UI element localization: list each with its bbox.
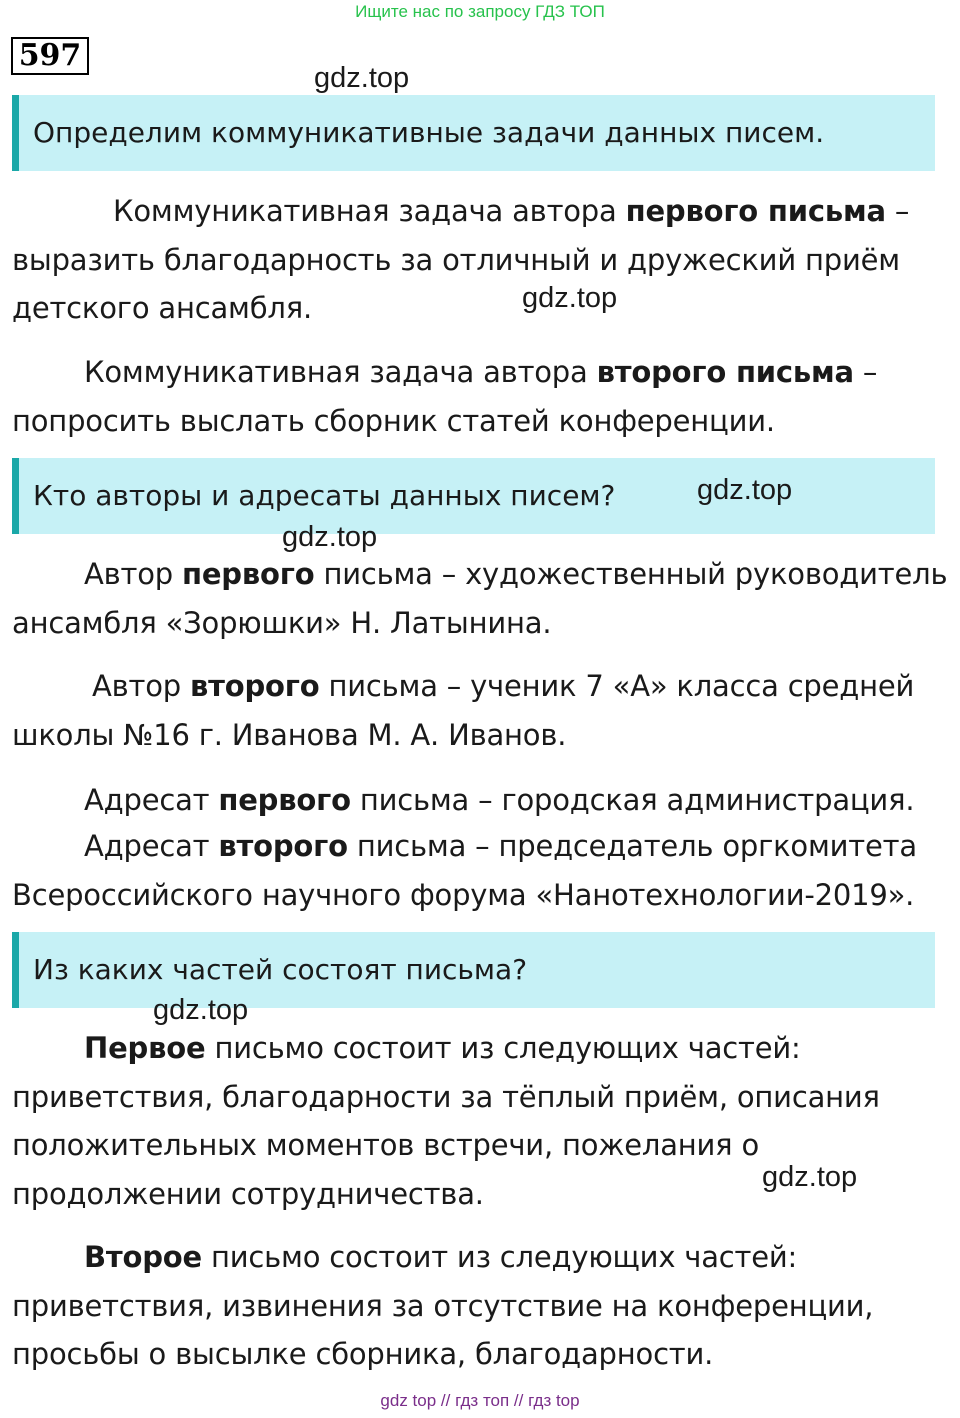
watermark: gdz.top — [762, 1161, 858, 1193]
emphasis: второго — [218, 829, 348, 863]
question-bar-2 — [12, 458, 935, 534]
text: Автор — [84, 557, 182, 591]
watermark: gdz.top — [314, 62, 410, 94]
question-bar-1 — [12, 95, 935, 171]
footer-links[interactable]: gdz top // гдз топ // гдз top — [380, 1391, 580, 1410]
question-text-1: Определим коммуникативные задачи данных писем. — [33, 116, 825, 149]
text-line: просьбы о высылке сборника, благодарности. — [12, 1337, 714, 1371]
text: письма – городская администрация. — [350, 783, 915, 817]
watermark: gdz.top — [282, 521, 378, 553]
text: письмо состоит из следующих частей: — [205, 1031, 801, 1065]
text: – — [853, 355, 878, 389]
text: письма – художественный руководитель — [314, 557, 948, 591]
emphasis: второго — [190, 669, 320, 703]
exercise-number: 597 — [11, 37, 89, 75]
answer-paragraph-5 — [12, 776, 952, 825]
emphasis: первого — [182, 557, 315, 591]
search-hint-banner: Ищите нас по запросу ГДЗ ТОП — [355, 2, 605, 21]
text-line: попросить выслать сборник статей конференции. — [12, 403, 775, 438]
text: Коммуникативная задача автора — [113, 194, 626, 228]
answer-paragraph-1 — [12, 187, 952, 333]
text-line: приветствия, извинения за отсутствие на конференции, — [12, 1288, 874, 1323]
text-line: приветствия, благодарности за тёплый приём, описания — [12, 1079, 880, 1114]
text-line: Всероссийского научного форума «Нанотехнологии-2019». — [12, 877, 915, 912]
question-bar-3 — [12, 932, 935, 1008]
text: Автор — [92, 669, 190, 703]
text: – — [885, 194, 910, 228]
text: Адресат — [84, 829, 219, 863]
text-line: детского ансамбля. — [12, 291, 312, 325]
text-line: выразить благодарность за отличный и дружеский приём — [12, 242, 900, 277]
answer-paragraph-4 — [12, 662, 952, 759]
answer-paragraph-2 — [12, 348, 952, 445]
text-line: продолжении сотрудничества. — [12, 1176, 484, 1211]
text-line: ансамбля «Зорюшки» Н. Латынина. — [12, 605, 552, 640]
emphasis: первого — [218, 783, 351, 817]
text-line: школы №16 г. Иванова М. А. Иванов. — [12, 717, 567, 752]
question-text-3: Из каких частей состоят письма? — [33, 953, 528, 986]
answer-paragraph-8 — [12, 1233, 952, 1379]
text: Адресат — [84, 783, 219, 817]
question-text-2: Кто авторы и адресаты данных писем? — [33, 479, 616, 512]
watermark: gdz.top — [153, 994, 249, 1026]
emphasis: Первое — [84, 1031, 206, 1065]
text-line: положительных моментов встречи, пожелания о — [12, 1128, 759, 1162]
answer-paragraph-6 — [12, 822, 952, 919]
emphasis: первого письма — [625, 194, 886, 228]
emphasis: второго письма — [596, 355, 854, 389]
emphasis: Второе — [84, 1240, 202, 1274]
answer-paragraph-3 — [12, 550, 952, 647]
text: письма – ученик 7 «А» класса средней — [319, 669, 915, 703]
text: письмо состоит из следующих частей: — [202, 1240, 798, 1274]
watermark: gdz.top — [697, 474, 793, 506]
text: Коммуникативная задача автора — [84, 355, 597, 389]
watermark: gdz.top — [522, 282, 618, 314]
text: письма – председатель оргкомитета — [347, 829, 917, 863]
